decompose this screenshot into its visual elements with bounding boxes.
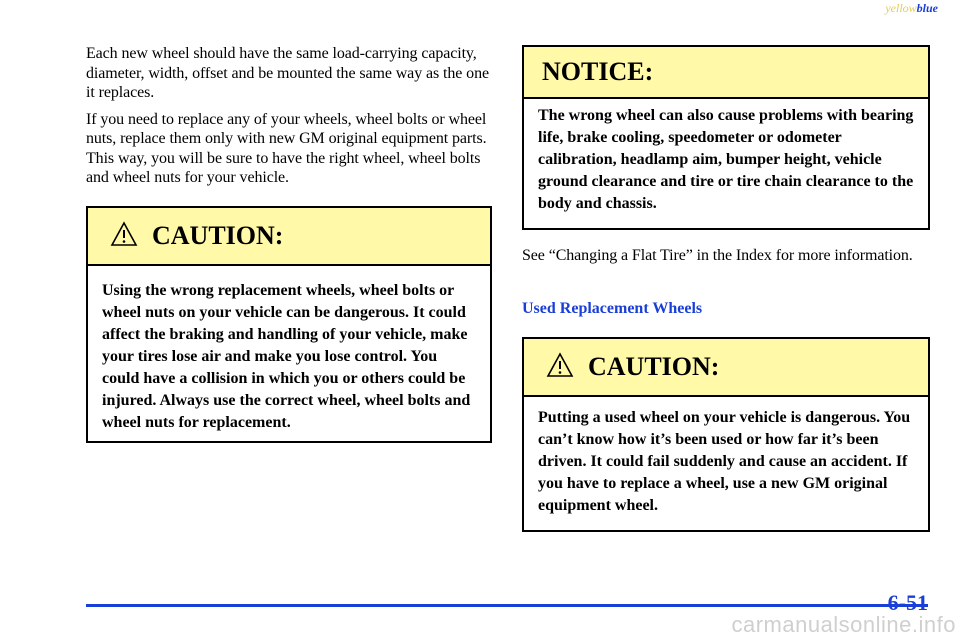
left-paragraph-1: Each new wheel should have the same load‑carrying capacity, diameter, width, offset and be mounted the same way as the one it replaces. [86, 45, 489, 101]
warning-triangle-icon [110, 221, 138, 247]
header-color-tag [885, 1, 938, 16]
caution-box-wrong-wheels [86, 206, 492, 443]
caution-text: Putting a used wheel on your vehicle is dangerous. You can’t know how it’s been used or how far it’s been driven. It could fail suddenly and cause an accident. If you have to replace a wheel, use a new GM original equipment wheel. [538, 409, 911, 514]
left-paragraph-2: If you need to replace any of your wheels, wheel bolts or wheel nuts, replace them only with new GM original equipment parts. This way, you will be sure to have the right wheel, wheel bolts and wheel nuts for your vehicle. [86, 110, 487, 186]
notice-box [522, 45, 930, 230]
caution-header [524, 339, 928, 397]
footer-rule [86, 604, 928, 607]
warning-triangle-icon [546, 352, 574, 378]
notice-text: The wrong wheel can also cause problems with bearing life, brake cooling, speedometer or odometer calibration, headlamp aim, bumper height, vehicle ground clearance and tire or tire chain clearance to the body and chassis. [538, 107, 914, 212]
caution-text: Using the wrong replacement wheels, wheel bolts or wheel nuts on your vehicle can be dangerous. It could affect the braking and handling of your vehicle, make your tires lose air and make you lose control. You could have a collision in which you or others could be injured. Always use the correct wheel, wheel bolts and wheel nuts for replacement. [102, 282, 471, 431]
site-watermark: carmanualsonline.info [731, 612, 956, 637]
see-index-text: See “Changing a Flat Tire” in the Index for more information. [522, 247, 913, 264]
caution-box-used-wheel [522, 337, 930, 532]
page-number: 6-51 [887, 590, 928, 615]
caution-title: CAUTION: [152, 221, 284, 250]
header-tag-blue: blue [916, 1, 938, 15]
notice-title: NOTICE: [542, 57, 654, 86]
caution-title: CAUTION: [588, 352, 720, 381]
header-tag-yellow: yellow [885, 1, 917, 15]
section-heading-used-wheels: Used Replacement Wheels [522, 300, 703, 317]
left-column [86, 44, 494, 195]
caution-header [88, 208, 490, 266]
notice-header [524, 47, 928, 99]
